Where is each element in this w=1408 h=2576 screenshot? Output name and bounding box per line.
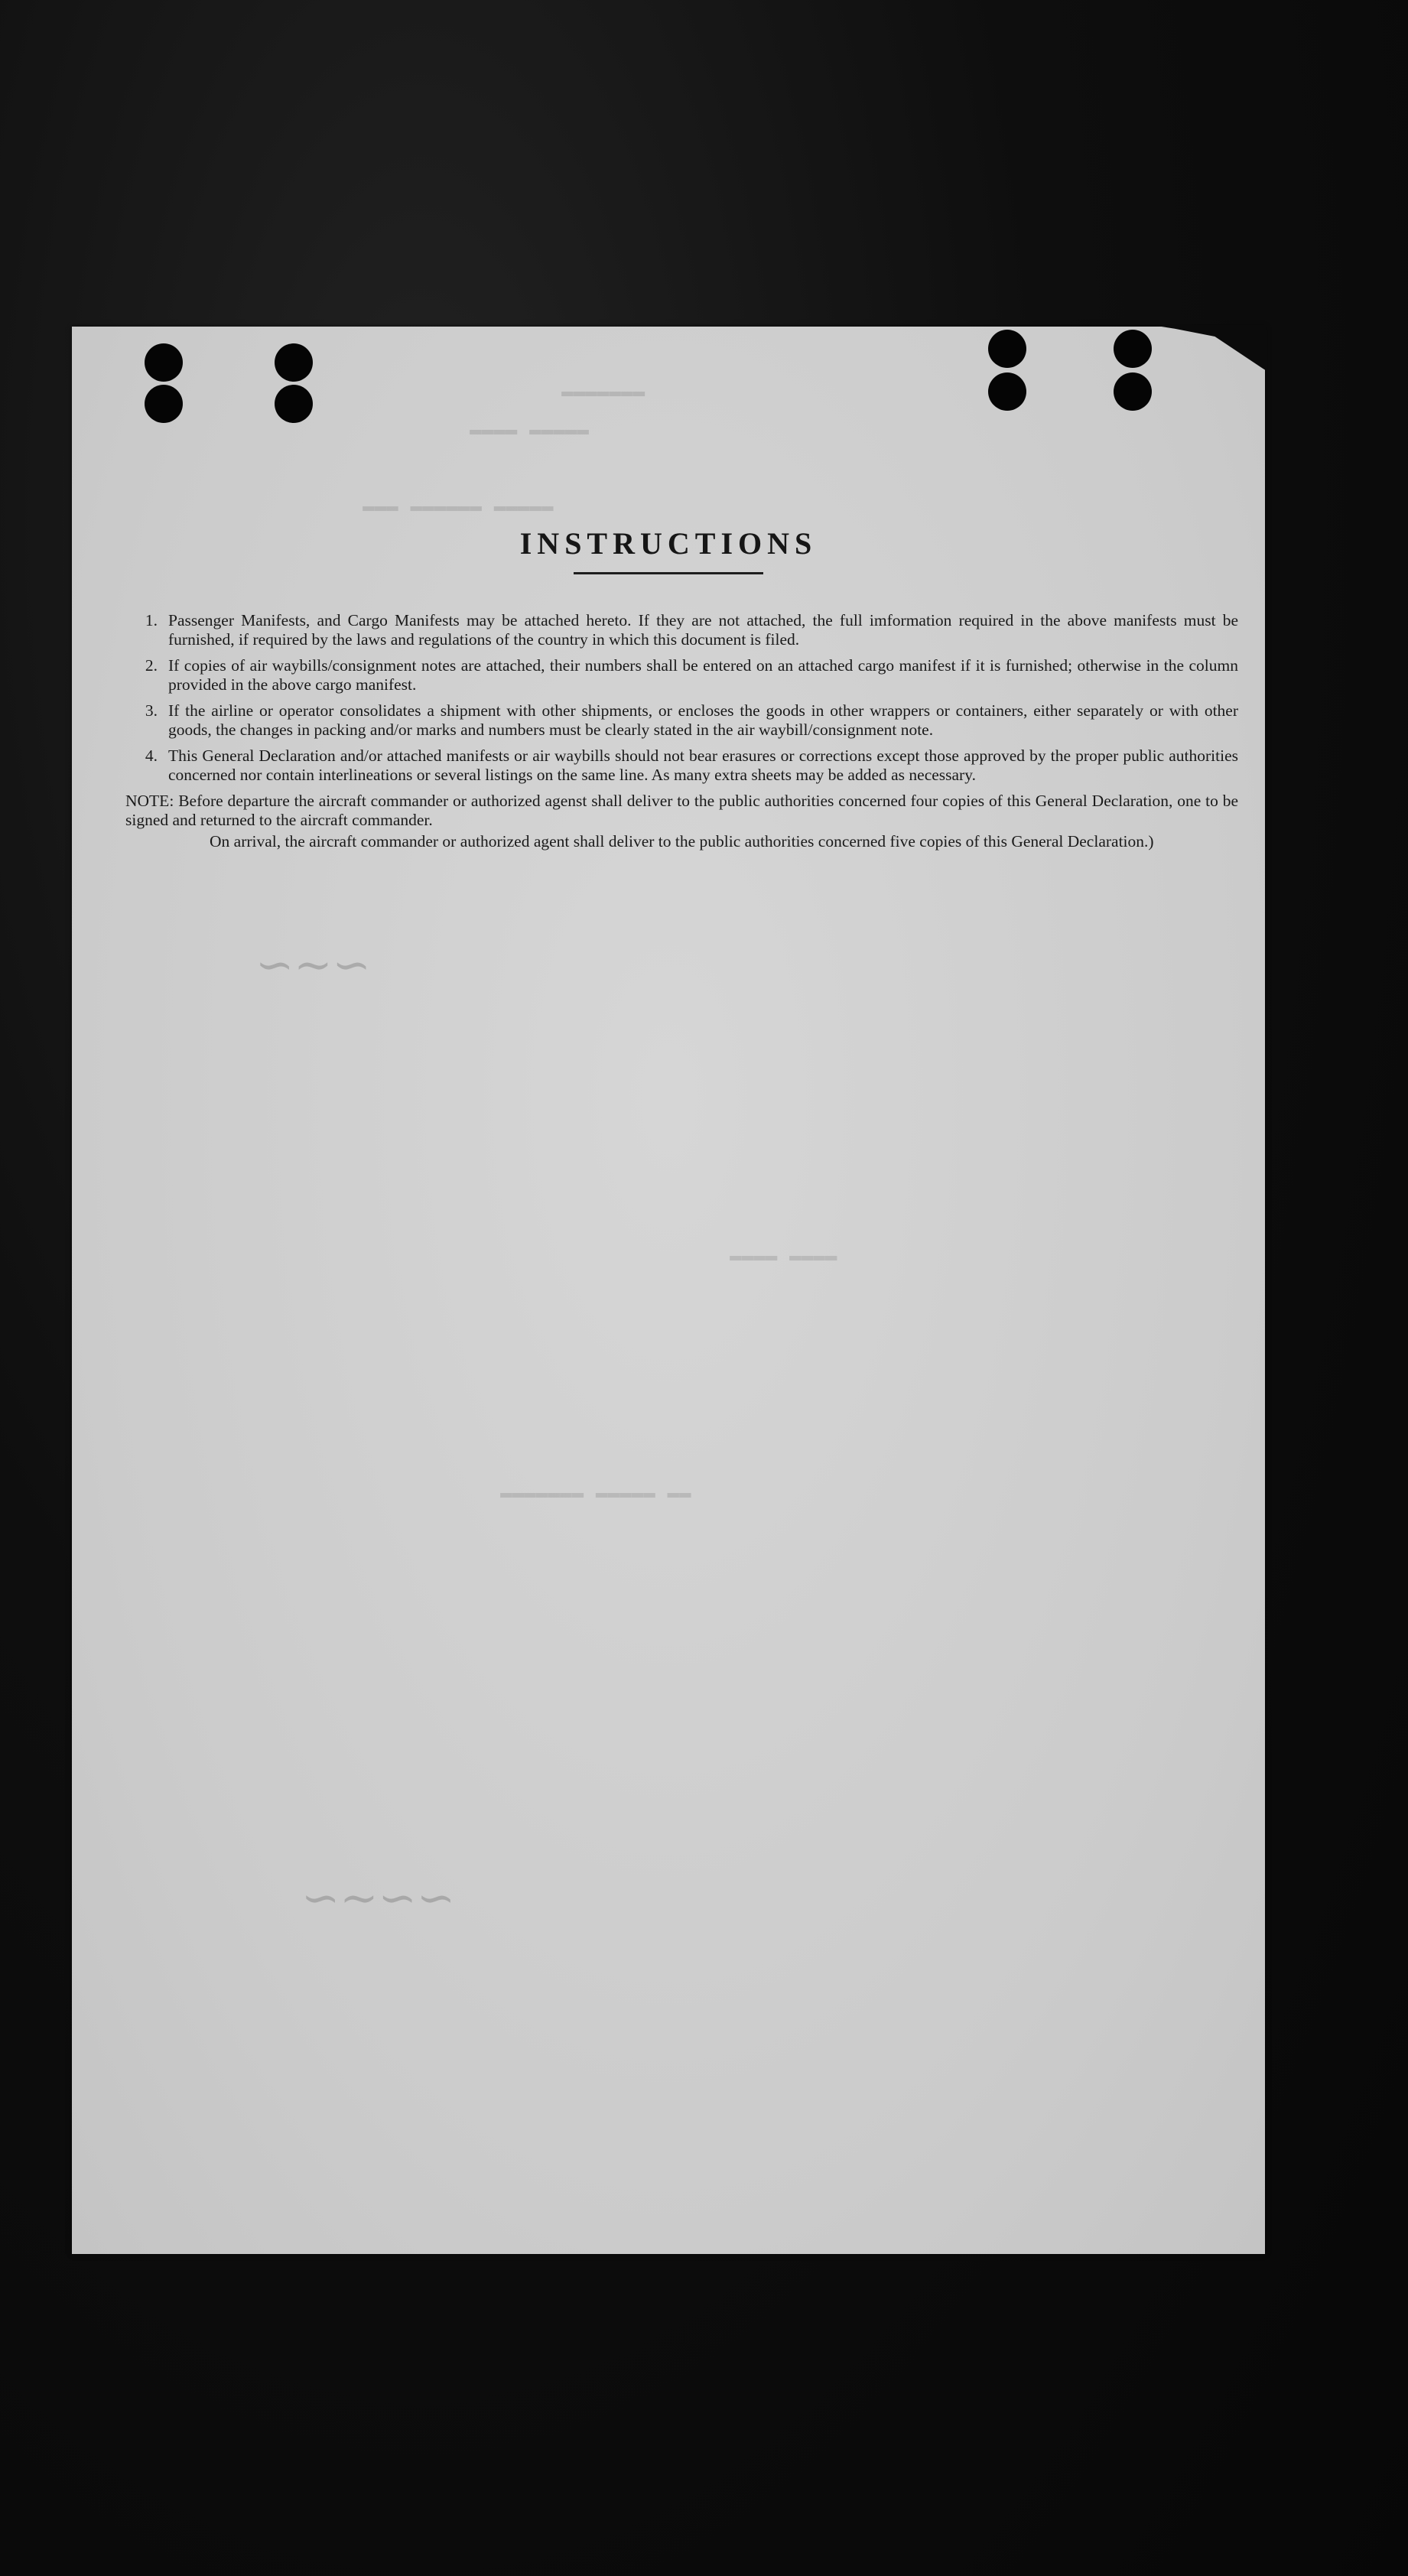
title-underline [574, 572, 763, 574]
show-through-text: ▬▬▬▬▬ ▬▬▬▬ [470, 418, 590, 441]
document-page [72, 327, 1265, 2254]
note-paragraph [125, 792, 1238, 830]
page-title: INSTRUCTIONS [519, 526, 818, 561]
item-text: Passenger Manifests, and Cargo Manifests may be attached hereto. If they are not attached, the full imformation required in the above manifests must be furnished, if required by the laws and regulations of the country in which this document is filed. [168, 611, 1238, 649]
show-through-text: ▬▬▬▬▬▬▬ [561, 380, 645, 403]
note-label: NOTE: [125, 792, 174, 810]
item-number: 1. [145, 611, 158, 629]
list-item [125, 701, 1238, 740]
list-item [125, 611, 1238, 649]
item-text: This General Declaration and/or attached manifests or air waybills should not bear erasures or corrections except those approved by the proper public authorities concerned nor contain interlineations or several listings on the same line. As many extra sheets may be added as necessary. [168, 746, 1238, 784]
note-block [125, 792, 1238, 854]
punch-hole [1114, 330, 1152, 368]
punch-hole [145, 385, 183, 423]
faint-handwriting: ∽∼∽∽ [301, 1872, 456, 1925]
show-through-text: ▬▬ ▬▬▬▬▬ ▬▬▬▬▬▬▬ [500, 1482, 691, 1504]
punch-hole [1114, 372, 1152, 411]
item-number: 4. [145, 746, 158, 765]
punch-hole [988, 372, 1026, 411]
punch-hole [145, 343, 183, 382]
note-paragraph: On arrival, the aircraft commander or authorized agent shall deliver to the public authorities concerned five copies of this General Declaration.) [210, 832, 1154, 851]
torn-corner [1152, 325, 1267, 371]
punch-hole [275, 385, 313, 423]
faint-handwriting: ∽∼∽ [255, 938, 371, 992]
note-text: Before departure the aircraft commander or authorized agenst shall deliver to the public authorities concerned four copies of this General Declaration, one to be signed and returned to the aircraft commander. [125, 792, 1239, 829]
item-number: 2. [145, 656, 158, 675]
instructions-list [125, 611, 1238, 854]
heading-block [72, 525, 1265, 574]
show-through-text: ▬▬▬▬▬ ▬▬▬▬▬▬ ▬▬▬ [363, 495, 554, 518]
punch-hole [988, 330, 1026, 368]
list-item [125, 656, 1238, 694]
item-text: If the airline or operator consolidates a shipment with other shipments, or encloses the goods in other wrappers or containers, either separately or with other goods, the changes in packing and/or marks and numbers must be clearly stated in the air waybill/consignment note. [168, 701, 1238, 739]
list-item [125, 746, 1238, 785]
item-number: 3. [145, 701, 158, 720]
item-text: If copies of air waybills/consignment notes are attached, their numbers shall be entered on an attached cargo manifest if it is furnished; otherwise in the column provided in the above cargo manifest. [168, 656, 1238, 694]
show-through-text: ▬▬▬▬ ▬▬▬▬ [730, 1244, 837, 1267]
punch-hole [275, 343, 313, 382]
note-body [125, 792, 1238, 854]
